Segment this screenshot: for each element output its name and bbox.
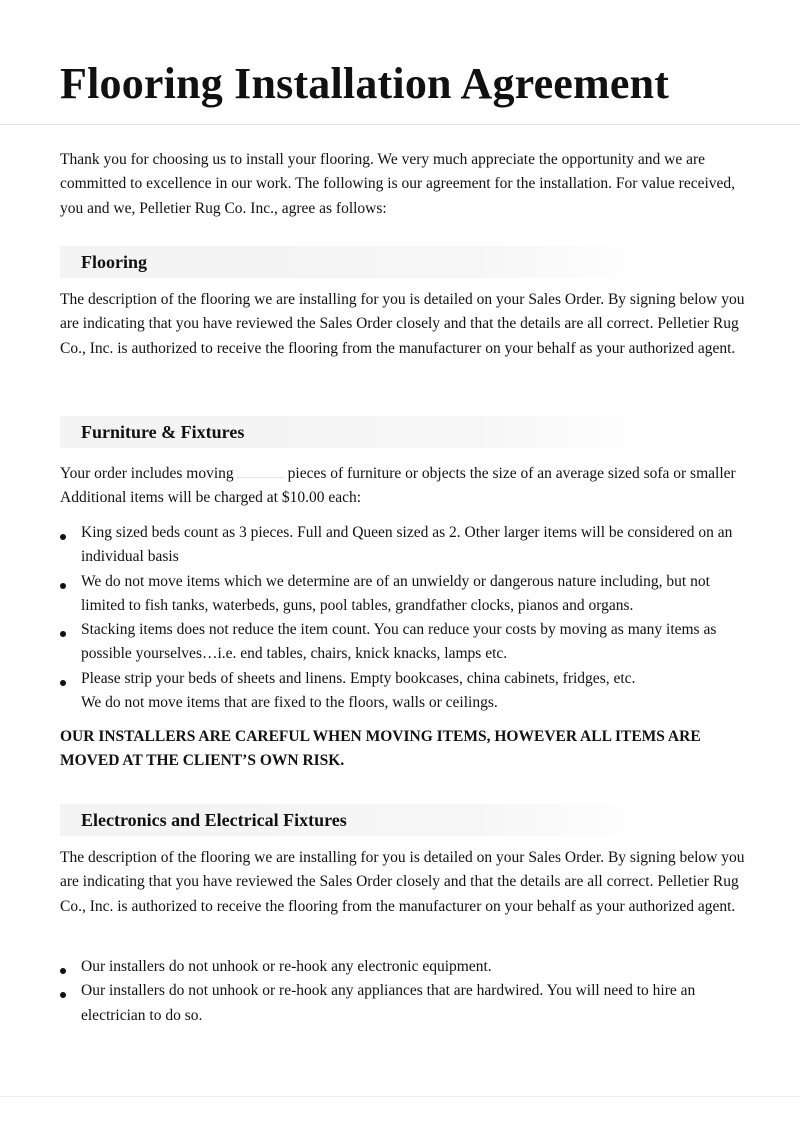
list-item <box>60 979 750 1028</box>
section-heading-flooring: Flooring <box>60 246 650 278</box>
page-footer-divider <box>0 1096 800 1097</box>
bullet-icon <box>60 680 66 686</box>
order-text-after: pieces of furniture or objects the size of an average sized sofa or smaller Additional items will be charged at $10.00 each: <box>60 465 736 507</box>
bullet-text: Stacking items does not reduce the item count. You can reduce your costs by moving as many items as possible yourselves…i.e. end tables, chairs, knick knacks, lamps etc. <box>81 621 717 663</box>
furniture-bullet-list <box>60 521 750 715</box>
bullet-text-continued: We do not move items that are fixed to the floors, walls or ceilings. <box>81 694 498 712</box>
flooring-paragraph: The description of the flooring we are installing for you is detailed on your Sales Order. By signing below you are indicating that you have reviewed the Sales Order closely and that the details are all correct. Pelletier Rug Co., Inc. is authorized to receive the flooring from the manufacturer on your behalf as your authorized agent. <box>60 291 745 357</box>
bullet-text: Please strip your beds of sheets and linens. Empty bookcases, china cabinets, fridges, etc. <box>81 669 636 687</box>
list-item <box>60 618 750 667</box>
electronics-paragraph: The description of the flooring we are installing for you is detailed on your Sales Order. By signing below you are indicating that you have reviewed the Sales Order closely and that the details are all correct. Pelletier Rug Co., Inc. is authorized to receive the flooring from the manufacturer on your behalf as your authorized agent. <box>60 849 745 915</box>
list-item <box>60 521 750 570</box>
list-item <box>60 667 750 716</box>
risk-warning: OUR INSTALLERS ARE CAREFUL WHEN MOVING ITEMS, HOWEVER ALL ITEMS ARE MOVED AT THE CLIENT’S OWN RISK. <box>60 728 701 770</box>
furniture-order-paragraph <box>60 462 750 511</box>
list-item <box>60 955 750 979</box>
bullet-icon <box>60 534 66 540</box>
list-item <box>60 570 750 619</box>
furniture-count-blank[interactable] <box>237 463 285 478</box>
bullet-text: Our installers do not unhook or re-hook any electronic equipment. <box>81 958 492 975</box>
page-title: Flooring Installation Agreement <box>60 59 670 108</box>
bullet-icon <box>60 992 66 998</box>
order-text-before: Your order includes moving <box>60 465 234 482</box>
bullet-icon <box>60 968 66 974</box>
section-heading-electronics: Electronics and Electrical Fixtures <box>60 804 650 836</box>
section-heading-furniture: Furniture & Fixtures <box>60 416 650 448</box>
intro-paragraph: Thank you for choosing us to install your flooring. We very much appreciate the opportunity and we are committed to excellence in our work. The following is our agreement for the installation. For value received, you and we, Pelletier Rug Co. Inc., agree as follows: <box>60 151 736 217</box>
bullet-text: Our installers do not unhook or re-hook any appliances that are hardwired. You will need to hire an electrician to do so. <box>81 982 696 1024</box>
bullet-icon <box>60 583 66 589</box>
bullet-icon <box>60 631 66 637</box>
electronics-bullet-list <box>60 955 750 1028</box>
bullet-text: King sized beds count as 3 pieces. Full and Queen sized as 2. Other larger items will be considered on an individual basis <box>81 524 733 566</box>
bullet-text: We do not move items which we determine are of an unwieldy or dangerous nature including, but not limited to fish tanks, waterbeds, guns, pool tables, grandfather clocks, pianos and organs. <box>81 572 710 614</box>
title-divider <box>0 124 800 125</box>
